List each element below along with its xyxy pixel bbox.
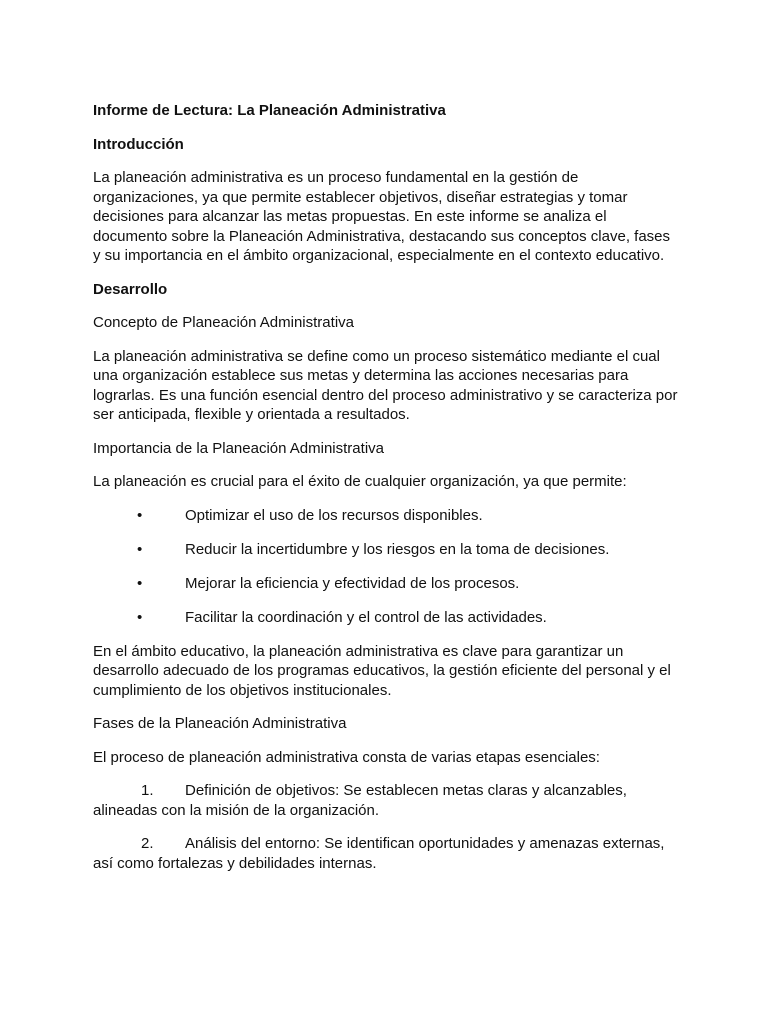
list-item bbox=[93, 540, 678, 560]
phases-intro: El proceso de planeación administrativa consta de varias etapas esenciales: bbox=[93, 748, 600, 766]
numbered-item bbox=[93, 781, 678, 820]
phases-subheading: Fases de la Planeación Administrativa bbox=[93, 715, 347, 732]
importance-intro: La planeación es crucial para el éxito de cualquier organización, ya que permite: bbox=[93, 473, 627, 490]
benefits-list bbox=[93, 506, 678, 628]
document-body bbox=[93, 101, 678, 887]
importance-subheading: Importancia de la Planeación Administrativa bbox=[93, 439, 384, 457]
phases-list bbox=[93, 781, 678, 873]
concept-subheading: Concepto de Planeación Administrativa bbox=[93, 314, 354, 331]
intro-heading: Introducción bbox=[93, 135, 184, 153]
list-item-text: Facilitar la coordinación y el control de las actividades. bbox=[185, 608, 547, 626]
document-title: Informe de Lectura: La Planeación Administrativa bbox=[93, 102, 446, 119]
development-heading: Desarrollo bbox=[93, 280, 168, 298]
concept-paragraph: La planeación administrativa se define como un proceso sistemático mediante el cual una organización establece sus metas y determina las acciones necesarias para lograrlas. Es una función esencial dentro del proceso administrativo y se caracteriza por ser anticipada, flexible y orientada a resultados. bbox=[93, 347, 678, 423]
list-item bbox=[93, 574, 678, 594]
bullet-icon: • bbox=[137, 540, 143, 558]
list-item bbox=[93, 608, 678, 628]
education-paragraph: En el ámbito educativo, la planeación administrativa es clave para garantizar un desarrollo adecuado de los programas educativos, la gestión eficiente del personal y el cumplimiento de los objetivos institucionales. bbox=[93, 642, 671, 699]
item-number: 2. bbox=[141, 835, 154, 852]
bullet-icon: • bbox=[137, 608, 143, 626]
list-item-text: Optimizar el uso de los recursos disponibles. bbox=[185, 506, 483, 524]
numbered-item bbox=[93, 834, 678, 873]
item-text: Definición de objetivos: Se establecen metas claras y alcanzables, alineadas con la misión de la organización. bbox=[93, 782, 627, 819]
bullet-icon: • bbox=[137, 506, 143, 524]
bullet-icon: • bbox=[137, 574, 143, 592]
intro-paragraph: La planeación administrativa es un proceso fundamental en la gestión de organizaciones, ya que permite establecer objetivos, diseñar estrategias y tomar decisiones para alcanzar las metas propuestas. En este informe se analiza el documento sobre la Planeación Administrativa, destacando sus conceptos clave, fases y su importancia en el ámbito organizacional, especialmente en el contexto educativo. bbox=[93, 169, 671, 264]
list-item-text: Reducir la incertidumbre y los riesgos en la toma de decisiones. bbox=[185, 540, 610, 558]
list-item bbox=[93, 506, 678, 526]
item-number: 1. bbox=[141, 782, 154, 799]
list-item-text: Mejorar la eficiencia y efectividad de los procesos. bbox=[185, 574, 520, 592]
item-text: Análisis del entorno: Se identifican oportunidades y amenazas externas, así como fortalezas y debilidades internas. bbox=[93, 835, 665, 872]
